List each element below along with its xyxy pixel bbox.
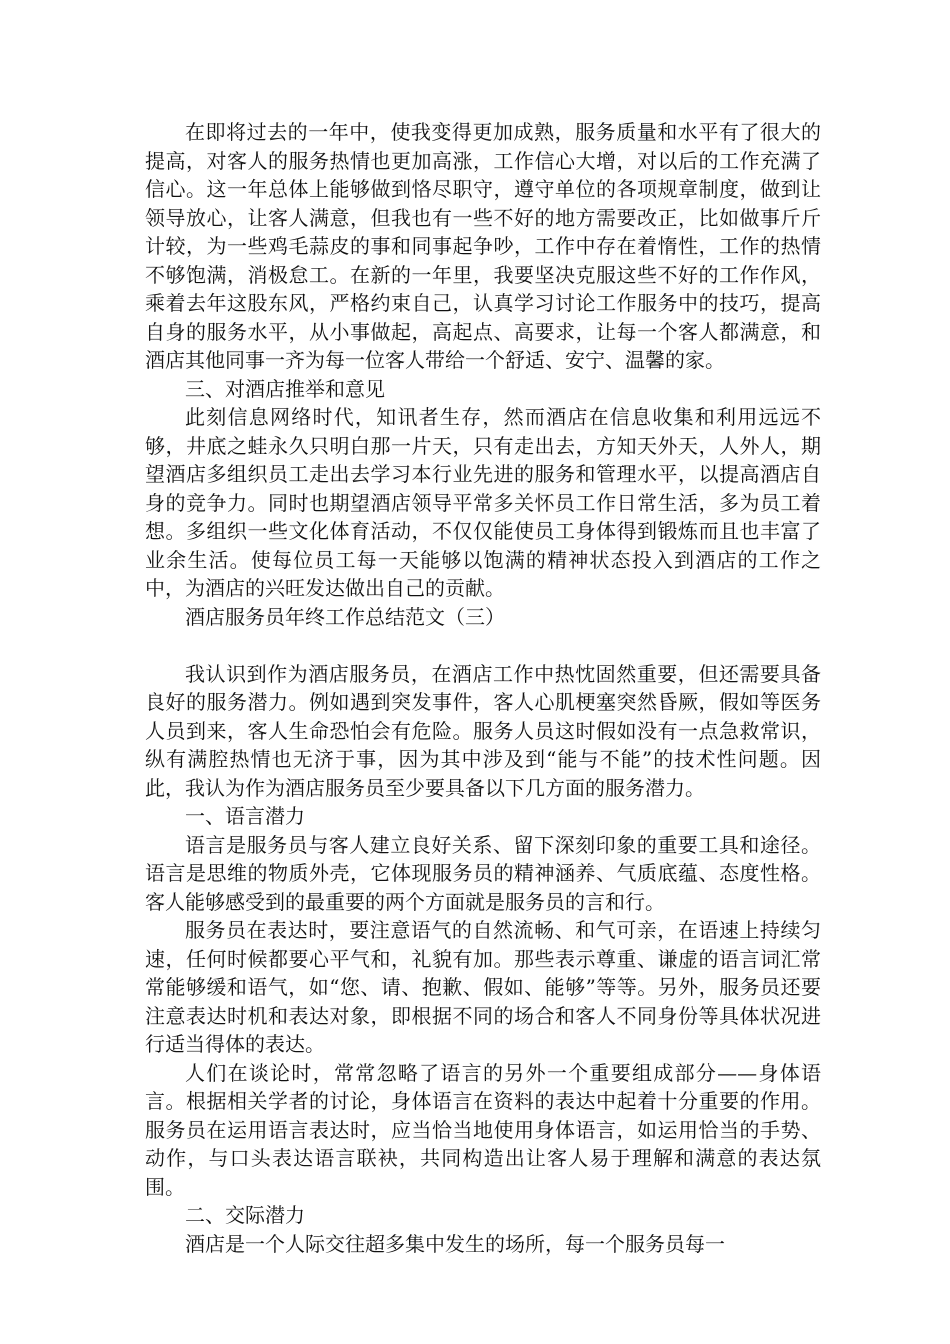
paragraph-language-2: 服务员在表达时，要注意语气的自然流畅、和气可亲，在语速上持续匀速，任何时候都要心平气和，礼貌有加。那些表示尊重、谦虚的语言词汇常常能够缓和语气，如“您、请、抱歉、假如、能够”等等。另外，服务员还要注意表达时机和表达对象，即根据不同的场合和客人不同身份等具体状况进行适当得体的表达。 [145, 918, 821, 1056]
blank-line [145, 631, 821, 660]
paragraph-language-1: 语言是服务员与客人建立良好关系、留下深刻印象的重要工具和途径。语言是思维的物质外壳，它体现服务员的精神涵养、气质底蕴、态度性格。客人能够感受到的最重要的两个方面就是服务员的言和行。 [145, 832, 821, 914]
paragraph-intro: 我认识到作为酒店服务员，在酒店工作中热忱固然重要，但还需要具备良好的服务潜力。例如遇到突发事件，客人心肌梗塞突然昏厥，假如等医务人员到来，客人生命恐怕会有危险。服务人员这时假如没有一点急救常识，纵有满腔热情也无济于事，因为其中涉及到“能与不能”的技术性问题。因此，我认为作为酒店服务员至少要具备以下几方面的服务潜力。 [145, 661, 821, 800]
section-title: 酒店服务员年终工作总结范文（三） [185, 604, 505, 629]
heading-communication: 二、交际潜力 [185, 1203, 305, 1227]
paragraph-summary: 在即将过去的一年中，使我变得更加成熟，服务质量和水平有了很大的提高，对客人的服务热情也更加高涨，工作信心大增，对以后的工作充满了信心。这一年总体上能够做到恪尽职守，遵守单位的各项规章制度，做到让领导放心，让客人满意，但我也有一些不好的地方需要改正，比如做事斤斤计较，为一些鸡毛蒜皮的事和同事起争吵，工作中存在着惰性，工作的热情不够饱满，消极怠工。在新的一年里，我要坚决克服这些不好的工作作风，乘着去年这股东风，严格约束自己，认真学习讨论工作服务中的技巧，提高自身的服务水平，从小事做起，高起点、高要求，让每一个客人都满意，和酒店其他同事一齐为每一位客人带给一个舒适、安宁、温馨的家。 [145, 120, 821, 372]
heading-language: 一、语言潜力 [185, 804, 305, 828]
paragraph-suggestions: 此刻信息网络时代，知讯者生存，然而酒店在信息收集和利用远远不够，井底之蛙永久只明白那一片天，只有走出去，方知天外天，人外人，期望酒店多组织员工走出去学习本行业先进的服务和管理水平，以提高酒店自身的竞争力。同时也期望酒店领导平常多关怀员工作日常生活，多为员工着想。多组织一些文化体育活动，不仅仅能使员工身体得到锻炼而且也丰富了业余生活。使每位员工每一天能够以饱满的精神状态投入到酒店的工作之中，为酒店的兴旺发达做出自己的贡献。 [145, 405, 821, 600]
paragraph-communication: 酒店是一个人际交往超多集中发生的场所，每一个服务员每一 [185, 1231, 725, 1256]
heading-suggestions: 三、对酒店推举和意见 [185, 376, 385, 401]
document-body [145, 118, 821, 1258]
paragraph-language-3: 人们在谈论时，常常忽略了语言的另外一个重要组成部分——身体语言。根据相关学者的讨论，身体语言在资料的表达中起着十分重要的作用。服务员在运用语言表达时，应当恰当地使用身体语言，如运用恰当的手势、动作，与口头表达语言联袂，共同构造出让客人易于理解和满意的表达氛围。 [145, 1060, 821, 1199]
